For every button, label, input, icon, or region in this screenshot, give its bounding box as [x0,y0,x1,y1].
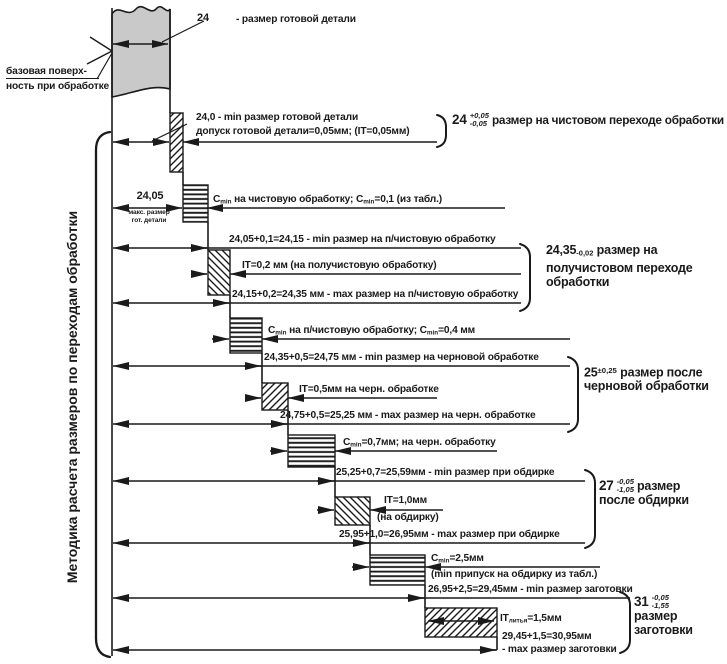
blank-bracket-tolerance: -0,05 -1,55 [651,593,669,610]
blank-max-text-2: - max размер заготовки [502,644,617,655]
rough-min-text: 24,35+0,5=24,75 мм - min размер на черновой обработке [264,352,539,363]
blank-bracket-label: 31 -0,05 -1,55 размер заготовки [634,593,693,638]
band-it-blank [425,608,497,637]
finish-max-dim: 24,05 [136,190,164,202]
rough-it-text: IT=0,5мм на черн. обработке [299,384,439,395]
finish-bracket-text: размер на чистовом переходе обработки [491,112,724,127]
peel-bracket-tolerance: -0,05 -1,05 [616,477,634,494]
finish-min-text: 24,0 - min размер готовой детали [196,112,359,123]
bracket-rough [568,357,578,432]
base-surface-label-2: ность при обработке [6,81,110,92]
workpiece-body [112,7,170,97]
band-it-semifinish [208,250,230,295]
finish-max-note: макс. размер гот. детали [128,209,170,224]
bracket-blank [620,592,630,653]
band-cmin-peel [370,555,425,585]
finish-cmin-text: $C_{min}$ на чистовую обработку; $C_{min}=0,1$ (из табл.) [213,194,443,206]
finished-dim-note: - размер готовой детали [236,14,356,25]
semifinish-min-text: 24,05+0,1=24,15 - min размер на п/чистовую обработку [229,234,496,245]
semifinish-bracket-label: $24,35_{-0,02}$ размер на получистовом переходе обработки [546,243,693,289]
rough-max-text: 24,75+0,5=25,25 мм - max размер на черн. обработке [280,410,536,421]
peel-cmin-text-1: $C_{min}=2,5мм$ [431,553,484,565]
peel-min-text: 25,25+0,7=25,59мм - min размер при обдирке [336,467,555,478]
finish-bracket-tolerance: +0,05 -0,05 [469,111,489,128]
bracket-finish [437,115,446,147]
method-title: Методика расчета размеров по переходам обработки [64,210,80,584]
bracket-method [96,132,110,657]
finish-bracket-label [452,112,724,127]
peel-max-text: 25,95+1,0=26,95мм - max размер при обдирке [339,529,560,540]
base-surface-label-1: базовая поверх- [6,66,99,79]
band-it-rough [262,383,288,410]
peel-cmin-text-2: (min припуск на обдирку из табл.) [431,569,598,580]
band-cmin-finish [183,185,208,222]
finish-tolerance-text: допуск готовой детали=0,05мм; (IT=0,05мм) [196,126,410,137]
blank-it-text: $IT_{литья}=1,5мм$ [500,613,562,625]
peel-bracket-label: 27 -0,05 -1,05 размер после обдирки [599,477,689,508]
peel-it-text-1: IT=1,0мм [384,495,428,506]
semifinish-it-text: IT=0,2 мм (на получистовую обработку) [242,260,437,271]
semifinish-max-text: 24,15+0,2=24,35 мм - max размер на п/чистовую обработку [232,289,519,300]
blank-max-text-1: 29,45+1,5=30,95мм [502,631,592,642]
blank-bracket-base: 31 [634,593,649,609]
peel-it-text-2: (на обдирку) [377,512,439,523]
bracket-peel [585,470,595,548]
semifinish-cmin-text: $C_{min}$ на п/чистовую обработку; $C_{min}=0,4$ мм [268,325,476,337]
peel-bracket-base: 27 [599,477,614,493]
band-it-peel [335,497,370,525]
rough-bracket-label: $25^{\pm 0,25}$ размер после черновой обработки [584,365,709,394]
finished-dim-value: 24 [197,12,209,24]
band-cmin-semifinish [230,318,262,353]
rough-cmin-text: $C_{min}=0,7мм$; на черн. обработку [343,437,496,449]
band-cmin-rough [288,435,335,467]
finish-bracket-base: 24 [452,111,467,127]
blank-min-text: 26,95+2,5=29,45мм - min размер заготовки [428,584,633,595]
band-it-finish [170,113,183,172]
bracket-semifinish [520,244,530,311]
